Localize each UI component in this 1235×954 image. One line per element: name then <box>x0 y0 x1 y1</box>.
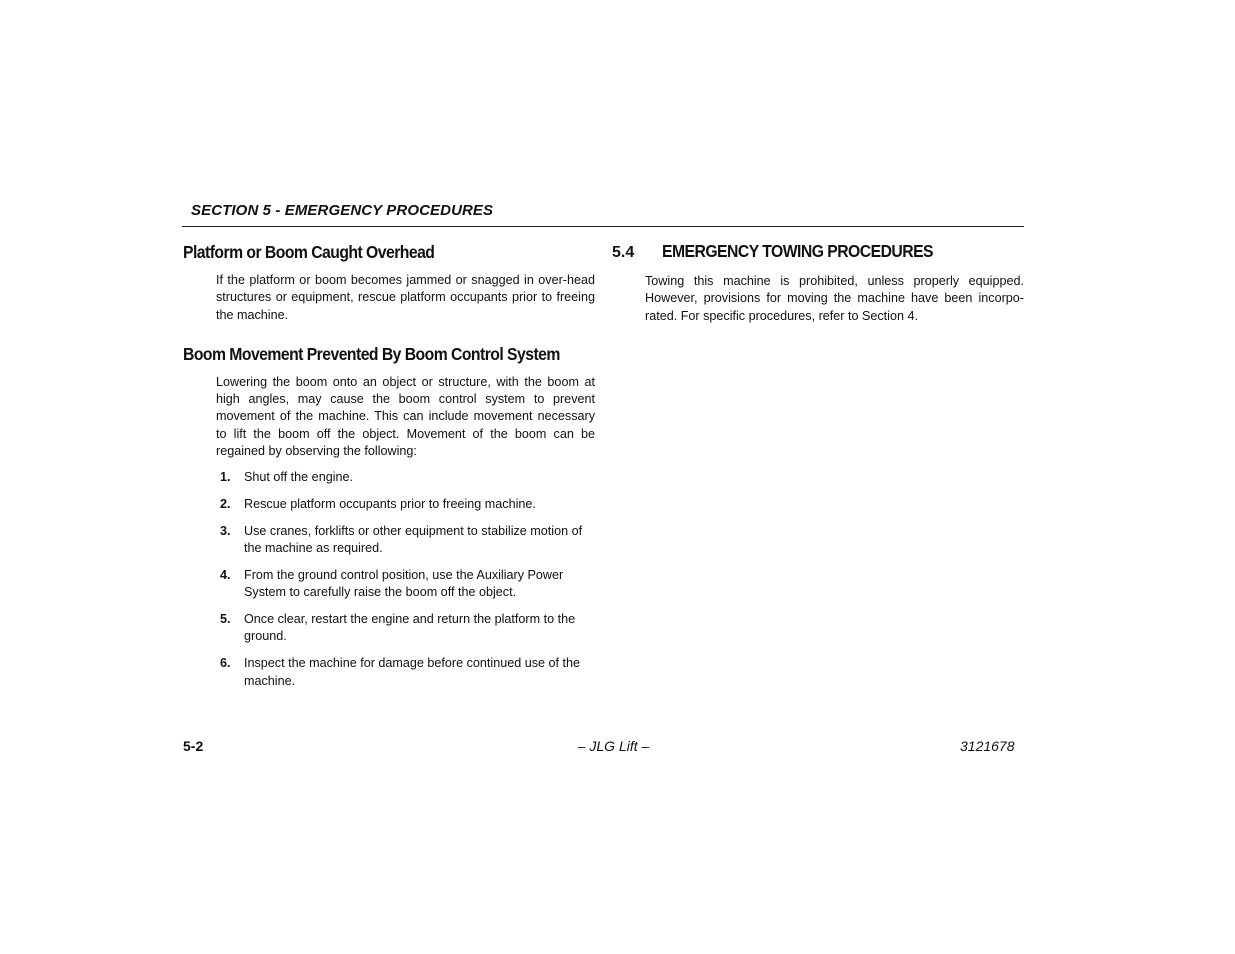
paragraph-towing: Towing this machine is prohibited, unless properly equipped. However, provisions for moving the machine have been incorpo-rated. For specific procedures, refer to Section 4. <box>645 274 1024 323</box>
heading-boom-movement: Boom Movement Prevented By Boom Control System <box>183 343 560 364</box>
left-column <box>183 241 595 699</box>
step-text: Once clear, restart the engine and return the platform to the ground. <box>244 612 576 644</box>
step-item <box>220 611 595 646</box>
document-number: 3121678 <box>960 738 1015 754</box>
step-text: Inspect the machine for damage before continued use of the machine. <box>244 656 581 688</box>
right-column <box>612 241 1024 325</box>
step-text: Rescue platform occupants prior to freeing machine. <box>244 497 536 512</box>
step-number: 3. <box>220 523 231 538</box>
step-text: From the ground control position, use the Auxiliary Power System to carefully raise the boom off the object. <box>244 568 564 600</box>
section-header: SECTION 5 - EMERGENCY PROCEDURES <box>191 202 494 219</box>
section-name: EMERGENCY TOWING PROCEDURES <box>662 241 933 261</box>
step-number: 4. <box>220 568 231 583</box>
paragraph-platform-caught: If the platform or boom becomes jammed or snagged in over-head structures or equipment, rescue platform occupants prior to freeing the machine. <box>216 273 595 322</box>
step-text: Shut off the engine. <box>244 470 354 485</box>
step-number: 6. <box>220 656 231 671</box>
step-number: 1. <box>220 470 231 485</box>
section-number: 5.4 <box>612 244 635 261</box>
paragraph-boom-movement: Lowering the boom onto an object or structure, with the boom at high angles, may cause the boom control system to prevent movement of the machine. This can include movement necessary to lift the boom off the object. Movement of the boom can be regained by observing the following: <box>216 374 595 459</box>
step-item <box>220 496 595 513</box>
footer-center <box>0 738 1235 754</box>
step-number: 2. <box>220 497 231 512</box>
step-item <box>220 469 595 486</box>
footer-brand: – JLG Lift – <box>577 738 650 754</box>
step-number: 5. <box>220 612 231 627</box>
page-number: 5-2 <box>183 738 204 754</box>
header-rule <box>182 226 1024 227</box>
section-title <box>612 241 1024 262</box>
step-item <box>220 567 595 602</box>
step-item <box>220 523 595 558</box>
step-item <box>220 655 595 690</box>
procedure-steps <box>183 469 595 689</box>
step-text: Use cranes, forklifts or other equipment to stabilize motion of the machine as required. <box>244 523 583 556</box>
heading-platform-caught: Platform or Boom Caught Overhead <box>183 242 435 262</box>
